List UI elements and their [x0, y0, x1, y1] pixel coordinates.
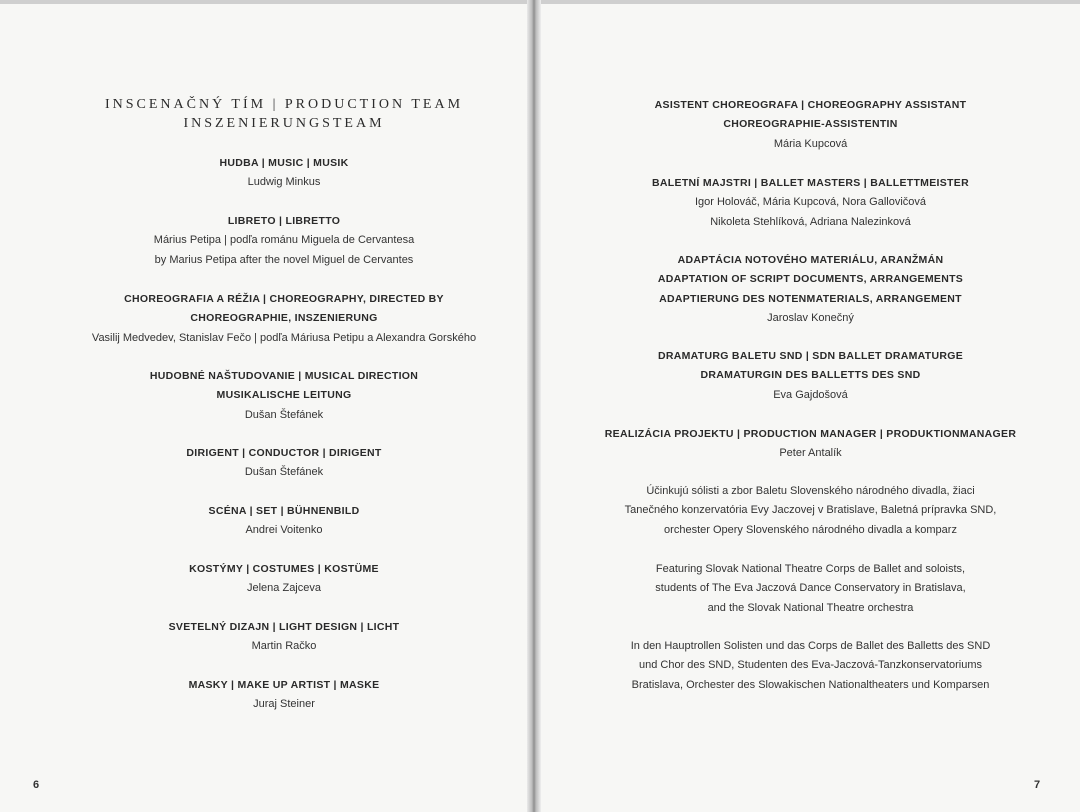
credit-role: REALIZÁCIA PROJEKTU | PRODUCTION MANAGER | PRODUKTIONMANAGER — [604, 428, 1017, 440]
credit-role: SCÉNA | SET | BÜHNENBILD — [208, 505, 360, 517]
credit-name: Mária Kupcová — [773, 137, 848, 150]
credit-name: Eva Gajdošová — [773, 388, 848, 401]
credit-block — [541, 425, 1080, 464]
credit-name: Igor Holováč, Mária Kupcová, Nora Gallovičová — [694, 196, 927, 209]
credit-role: CHOREOGRAPHIE, INSZENIERUNG — [190, 312, 378, 325]
paragraph-line: In den Hauptrollen Solisten und das Corps de Ballet des Balletts des SND — [630, 640, 991, 652]
credit-name: Jaroslav Konečný — [767, 312, 854, 325]
credit-role: LIBRETO | LIBRETTO — [227, 215, 341, 227]
page-number: 7 — [1034, 779, 1041, 791]
paragraph-line: Tanečného konzervatória Evy Jaczovej v Bratislave, Baletná prípravka SND, — [624, 504, 997, 517]
page-number: 6 — [33, 779, 40, 791]
right-page — [541, 0, 1080, 812]
credit-role: DRAMATURG BALETU SND | SDN BALLET DRAMATURGE — [657, 350, 964, 362]
paragraph-line: and the Slovak National Theatre orchestra — [707, 601, 914, 614]
credit-name: by Marius Petipa after the novel Miguel de Cervantes — [154, 253, 414, 266]
credit-name: Vasilij Medvedev, Stanislav Fečo | podľa Máriusa Petipu a Alexandra Gorského — [91, 331, 477, 344]
credit-name: Juraj Steiner — [253, 698, 315, 711]
paragraph-line: orchester Opery Slovenského národného divadla a komparz — [664, 523, 957, 536]
page-title — [0, 95, 568, 133]
credit-block — [541, 96, 1080, 154]
credit-name: Márius Petipa | podľa románu Miguela de Cervantesa — [153, 234, 415, 247]
credit-role: DRAMATURGIN DES BALLETTS DES SND — [700, 369, 921, 382]
paragraph-line: Bratislava, Orchester des Slowakischen Nationaltheaters und Komparsen — [631, 678, 990, 691]
credit-name: Jelena Zajceva — [247, 582, 321, 595]
performers-paragraph — [541, 482, 1080, 540]
performers-paragraph — [541, 560, 1080, 618]
credit-block — [0, 154, 568, 193]
credit-name: Dušan Štefánek — [244, 408, 324, 421]
credit-block — [0, 290, 568, 348]
credit-role: ADAPTATION OF SCRIPT DOCUMENTS, ARRANGEMENTS — [657, 273, 964, 286]
paragraph-line: Featuring Slovak National Theatre Corps de Ballet and soloists, — [655, 563, 966, 575]
credit-name: Peter Antalík — [779, 447, 842, 460]
credit-role: KOSTÝMY | COSTUMES | KOSTÜME — [189, 563, 379, 575]
left-page — [0, 0, 527, 812]
credit-role: HUDOBNÉ NAŠTUDOVANIE | MUSICAL DIRECTION — [149, 370, 419, 382]
credit-name: Martin Račko — [251, 640, 317, 653]
credit-role: DIRIGENT | CONDUCTOR | DIRIGENT — [186, 447, 382, 459]
credit-name: Ludwig Minkus — [247, 176, 321, 189]
top-edge-shadow — [0, 0, 527, 4]
paragraph-line: students of The Eva Jaczová Dance Conservatory in Bratislava, — [655, 582, 966, 595]
credit-name: Andrei Voitenko — [245, 524, 323, 537]
credit-name: Dušan Štefánek — [244, 466, 324, 479]
credit-block — [0, 367, 568, 425]
credit-role: BALETNÍ MAJSTRI | BALLET MASTERS | BALLETTMEISTER — [652, 177, 969, 189]
credit-block — [0, 444, 568, 483]
credit-role: MUSIKALISCHE LEITUNG — [216, 389, 352, 402]
credit-role: MASKY | MAKE UP ARTIST | MASKE — [188, 679, 380, 691]
credit-block — [0, 212, 568, 270]
credit-role: CHOREOGRAPHIE-ASSISTENTIN — [723, 118, 898, 131]
credit-block — [541, 174, 1080, 232]
credit-role: ADAPTÁCIA NOTOVÉHO MATERIÁLU, ARANŽMÁN — [677, 254, 944, 266]
credit-block — [0, 676, 568, 715]
credit-name: Nikoleta Stehlíková, Adriana Nalezinková — [710, 215, 911, 228]
performers-paragraph — [541, 637, 1080, 695]
credit-block — [0, 560, 568, 599]
credit-role: HUDBA | MUSIC | MUSIK — [219, 157, 349, 169]
credit-block — [541, 347, 1080, 405]
credit-role: CHOREOGRAFIA A RÉŽIA | CHOREOGRAPHY, DIRECTED BY — [124, 293, 444, 305]
credit-role: ADAPTIERUNG DES NOTENMATERIALS, ARRANGEMENT — [659, 292, 962, 305]
credit-block — [0, 502, 568, 541]
top-edge-shadow — [541, 0, 1080, 4]
book-gutter — [527, 0, 541, 812]
paragraph-line: und Chor des SND, Studenten des Eva-Jaczová-Tanzkonservatoriums — [638, 659, 982, 672]
credit-block — [541, 251, 1080, 329]
credit-role: ASISTENT CHOREOGRAFA | CHOREOGRAPHY ASSISTANT — [654, 99, 967, 111]
credit-block — [0, 618, 568, 657]
title-line: INSZENIERUNGSTEAM — [183, 116, 385, 131]
credit-role: SVETELNÝ DIZAJN | LIGHT DESIGN | LICHT — [168, 621, 400, 633]
title-line: INSCENAČNÝ TÍM | PRODUCTION TEAM — [104, 97, 464, 112]
paragraph-line: Účinkujú sólisti a zbor Baletu Slovenského národného divadla, žiaci — [646, 485, 975, 497]
